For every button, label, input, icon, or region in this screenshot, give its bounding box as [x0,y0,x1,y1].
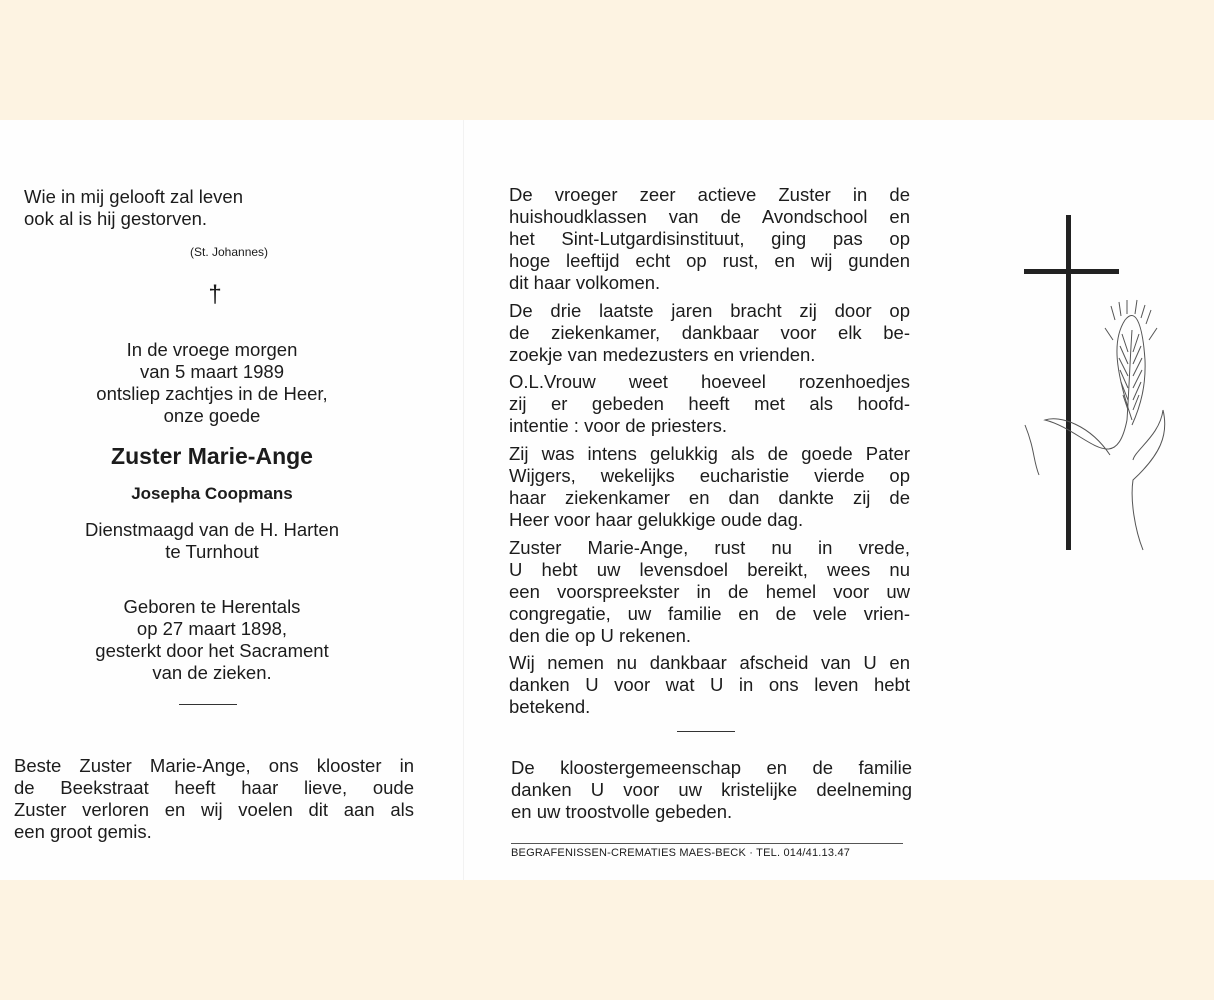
text-line: dit haar volkomen. [509,272,661,293]
text-line: De kloostergemeenschap en de familie [511,757,912,778]
civil-name: Josepha Coopmans [131,484,293,503]
right-closing-paragraph [511,757,912,823]
text-line: den die op U rekenen. [509,625,692,646]
text-line: O.L.Vrouw weet hoeveel rozenhoedjes [509,371,910,392]
cross-icon [1024,215,1119,550]
quote-source: (St. Johannes) [190,245,269,259]
card-fold-line [463,120,464,880]
intro-line-2: van 5 maart 1989 [140,361,284,382]
cross-symbol: † [208,281,222,308]
congregation-line-1: Dienstmaagd van de H. Harten [85,519,339,540]
birth-line-1: Geboren te Herentals [123,596,301,617]
text-line: danken U voor uw kristelijke deelneming [511,779,912,800]
text-line: een voorspreekster in de hemel voor uw [509,581,910,602]
text-line: Heer voor haar gelukkige oude dag. [509,509,804,530]
left-closing-line: Beste Zuster Marie-Ange, ons klooster in [14,755,414,776]
paragraph-6 [509,652,910,718]
death-announcement [52,339,372,427]
text-line: intentie : voor de priesters. [509,415,727,436]
text-line: Zuster Marie-Ange, rust nu in vrede, [509,537,910,558]
text-line: U hebt uw levensdoel bereikt, wees nu [509,559,910,580]
quote-line-1: Wie in mij gelooft zal leven [24,186,244,207]
intro-line-3: ontsliep zachtjes in de Heer, [96,383,328,404]
divider-left [179,704,237,705]
text-line: De vroeger zeer actieve Zuster in de [509,184,910,205]
funeral-home-footer: BEGRAFENISSEN-CREMATIES MAES-BECK · TEL. 014/41.13.47 [511,847,851,859]
intro-line-4: onze goede [163,405,261,426]
paragraph-1 [509,184,910,294]
left-closing-line: de Beekstraat heeft haar lieve, oude [14,777,414,798]
text-line: Wijgers, wekelijks eucharistie vierde op [509,465,910,486]
left-closing-line: een groot gemis. [14,821,152,842]
quote-line-2: ook al is hij gestorven. [24,208,208,229]
birth-line-4: van de zieken. [152,662,272,683]
wheat-ear-icon [1025,300,1165,550]
footer-rule [511,843,903,844]
text-line: danken U voor wat U in ons leven hebt [509,674,910,695]
bible-quote [24,186,324,230]
text-line: Zij was intens gelukkig als de goede Pater [509,443,910,464]
text-line: congregatie, uw familie en de vele vrien- [509,603,910,624]
text-line: zij er gebeden heeft met als hoofd- [509,393,910,414]
cross-with-wheat-icon [1015,210,1185,555]
text-line: het Sint-Lutgardisinstituut, ging pas op [509,228,910,249]
text-line: de ziekenkamer, dankbaar voor elk be- [509,322,910,343]
congregation-line-2: te Turnhout [165,541,259,562]
birth-details [52,596,372,684]
paragraph-4 [509,443,910,531]
text-line: De drie laatste jaren bracht zij door op [509,300,910,321]
text-line: huishoudklassen van de Avondschool en [509,206,910,227]
intro-line-1: In de vroege morgen [126,339,298,360]
paragraph-2 [509,300,910,366]
left-closing-paragraph [14,755,414,843]
left-closing-line: Zuster verloren en wij voelen dit aan als [14,799,414,820]
text-line: zoekje van medezusters en vrienden. [509,344,816,365]
paragraph-5 [509,537,910,647]
memorial-card [0,120,1214,880]
text-line: haar ziekenkamer en dan dankte zij de [509,487,910,508]
paragraph-3 [509,371,910,437]
text-line: hoge leeftijd echt op rust, en wij gunden [509,250,910,271]
text-line: en uw troostvolle gebeden. [511,801,733,822]
birth-line-2: op 27 maart 1898, [136,618,288,639]
deceased-name: Zuster Marie-Ange [111,443,313,469]
congregation [52,519,372,563]
divider-right [677,731,735,732]
text-line: Wij nemen nu dankbaar afscheid van U en [509,652,910,673]
birth-line-3: gesterkt door het Sacrament [95,640,329,661]
text-line: betekend. [509,696,591,717]
